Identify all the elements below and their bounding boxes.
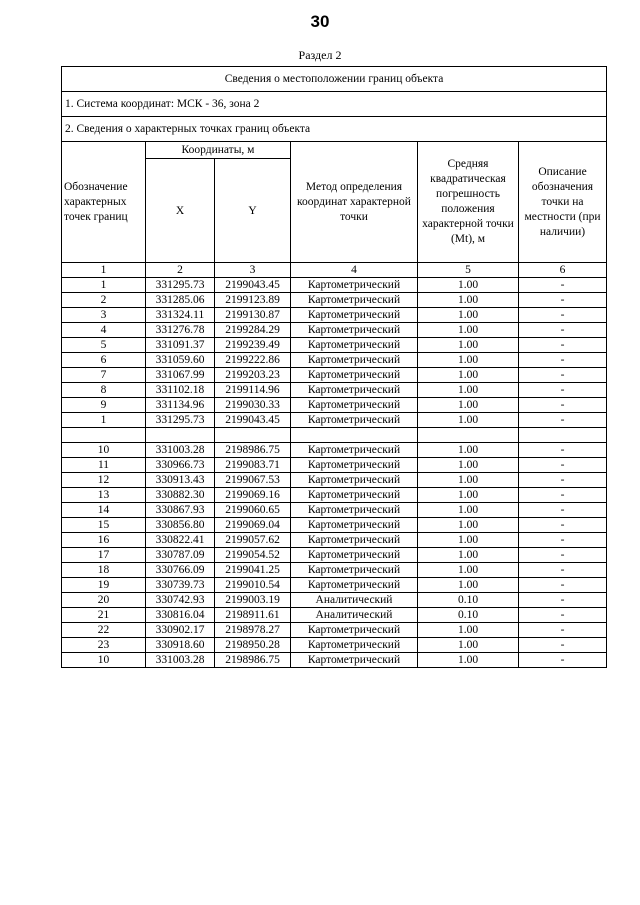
error-cell: 1.00: [418, 308, 519, 323]
coord-x-cell: 330742.93: [146, 593, 215, 608]
coord-y-cell: 2199060.65: [215, 503, 291, 518]
coord-y-cell: 2199130.87: [215, 308, 291, 323]
boundary-points-table: [61, 66, 607, 668]
point-number-cell: 13: [62, 488, 146, 503]
header-designation: Обозначение характерных точек границ: [62, 142, 146, 263]
empty-cell: [62, 428, 146, 443]
error-cell: 1.00: [418, 518, 519, 533]
table-row: [62, 608, 607, 623]
error-cell: 1.00: [418, 578, 519, 593]
empty-cell: [146, 428, 215, 443]
table-row: [62, 518, 607, 533]
column-number: 1: [62, 263, 146, 278]
description-cell: -: [519, 653, 607, 668]
coord-x-cell: 331003.28: [146, 653, 215, 668]
error-cell: 1.00: [418, 638, 519, 653]
description-cell: -: [519, 563, 607, 578]
column-number: 6: [519, 263, 607, 278]
coord-x-cell: 330787.09: [146, 548, 215, 563]
coord-y-cell: 2198986.75: [215, 653, 291, 668]
header-error: Средняя квадратическая погрешность положения характерной точки (Mt), м: [418, 142, 519, 263]
point-number-cell: 19: [62, 578, 146, 593]
coord-y-cell: 2199284.29: [215, 323, 291, 338]
error-cell: 1.00: [418, 338, 519, 353]
coord-y-cell: 2199222.86: [215, 353, 291, 368]
coord-x-cell: 331134.96: [146, 398, 215, 413]
coord-x-cell: 330918.60: [146, 638, 215, 653]
header-coordinates: Координаты, м: [146, 142, 291, 159]
description-cell: -: [519, 548, 607, 563]
error-cell: 1.00: [418, 533, 519, 548]
coord-y-cell: 2198911.61: [215, 608, 291, 623]
header-method: Метод определения координат характерной точки: [291, 142, 418, 263]
table-row: [62, 323, 607, 338]
coord-x-cell: 330739.73: [146, 578, 215, 593]
description-cell: -: [519, 518, 607, 533]
coord-y-cell: 2199041.25: [215, 563, 291, 578]
error-cell: 1.00: [418, 353, 519, 368]
description-cell: -: [519, 383, 607, 398]
point-number-cell: 15: [62, 518, 146, 533]
method-cell: Картометрический: [291, 308, 418, 323]
coord-x-cell: 331295.73: [146, 413, 215, 428]
description-cell: -: [519, 278, 607, 293]
coord-y-cell: 2199043.45: [215, 278, 291, 293]
error-cell: 1.00: [418, 293, 519, 308]
point-number-cell: 21: [62, 608, 146, 623]
description-cell: -: [519, 623, 607, 638]
method-cell: Картометрический: [291, 383, 418, 398]
method-cell: Картометрический: [291, 563, 418, 578]
method-cell: Картометрический: [291, 413, 418, 428]
error-cell: 1.00: [418, 278, 519, 293]
coord-y-cell: 2199054.52: [215, 548, 291, 563]
points-heading-line: 2. Сведения о характерных точках границ объекта: [62, 117, 607, 142]
method-cell: Картометрический: [291, 653, 418, 668]
method-cell: Картометрический: [291, 473, 418, 488]
method-cell: Картометрический: [291, 338, 418, 353]
coord-y-cell: 2199083.71: [215, 458, 291, 473]
error-cell: 1.00: [418, 458, 519, 473]
point-number-cell: 18: [62, 563, 146, 578]
description-cell: -: [519, 473, 607, 488]
point-number-cell: 9: [62, 398, 146, 413]
method-cell: Картометрический: [291, 533, 418, 548]
table-row: [62, 548, 607, 563]
method-cell: Картометрический: [291, 623, 418, 638]
column-number: 5: [418, 263, 519, 278]
coord-y-cell: 2199067.53: [215, 473, 291, 488]
description-cell: -: [519, 533, 607, 548]
error-cell: 1.00: [418, 443, 519, 458]
coord-y-cell: 2199203.23: [215, 368, 291, 383]
coord-x-cell: 330766.09: [146, 563, 215, 578]
error-cell: 1.00: [418, 623, 519, 638]
coord-x-cell: 331091.37: [146, 338, 215, 353]
method-cell: Картометрический: [291, 518, 418, 533]
table-row: [62, 308, 607, 323]
method-cell: Картометрический: [291, 353, 418, 368]
point-number-cell: 5: [62, 338, 146, 353]
error-cell: 1.00: [418, 488, 519, 503]
coord-y-cell: 2199239.49: [215, 338, 291, 353]
error-cell: 1.00: [418, 383, 519, 398]
coord-x-cell: 331324.11: [146, 308, 215, 323]
coord-x-cell: 330913.43: [146, 473, 215, 488]
error-cell: 1.00: [418, 503, 519, 518]
point-number-cell: 12: [62, 473, 146, 488]
method-cell: Картометрический: [291, 548, 418, 563]
method-cell: Картометрический: [291, 443, 418, 458]
point-number-cell: 11: [62, 458, 146, 473]
contour-separator-row: [62, 428, 607, 443]
error-cell: 1.00: [418, 323, 519, 338]
coord-x-cell: 331285.06: [146, 293, 215, 308]
coord-y-cell: 2199010.54: [215, 578, 291, 593]
method-cell: Картометрический: [291, 293, 418, 308]
method-cell: Картометрический: [291, 398, 418, 413]
point-number-cell: 20: [62, 593, 146, 608]
contour-2-rows: [62, 443, 607, 668]
table-row: [62, 533, 607, 548]
description-cell: -: [519, 323, 607, 338]
coord-y-cell: 2198978.27: [215, 623, 291, 638]
method-cell: Картометрический: [291, 578, 418, 593]
coord-x-cell: 331067.99: [146, 368, 215, 383]
header-x: X: [146, 159, 215, 263]
empty-cell: [519, 428, 607, 443]
point-number-cell: 4: [62, 323, 146, 338]
point-number-cell: 16: [62, 533, 146, 548]
table-row: [62, 398, 607, 413]
description-cell: -: [519, 338, 607, 353]
empty-cell: [215, 428, 291, 443]
table-row: [62, 653, 607, 668]
error-cell: 0.10: [418, 593, 519, 608]
description-cell: -: [519, 578, 607, 593]
table-row: [62, 578, 607, 593]
method-cell: Картометрический: [291, 323, 418, 338]
description-cell: -: [519, 503, 607, 518]
table-row: [62, 293, 607, 308]
table-row: [62, 413, 607, 428]
column-number: 3: [215, 263, 291, 278]
table-row: [62, 353, 607, 368]
coord-x-cell: 330966.73: [146, 458, 215, 473]
error-cell: 1.00: [418, 473, 519, 488]
empty-cell: [418, 428, 519, 443]
coord-x-cell: 331295.73: [146, 278, 215, 293]
method-cell: Картометрический: [291, 503, 418, 518]
description-cell: -: [519, 488, 607, 503]
table-row: [62, 563, 607, 578]
empty-cell: [291, 428, 418, 443]
column-number: 2: [146, 263, 215, 278]
table-banner: Сведения о местоположении границ объекта: [62, 67, 607, 92]
coord-x-cell: 330856.80: [146, 518, 215, 533]
error-cell: 1.00: [418, 653, 519, 668]
coord-x-cell: 330867.93: [146, 503, 215, 518]
description-cell: -: [519, 353, 607, 368]
error-cell: 0.10: [418, 608, 519, 623]
description-cell: -: [519, 593, 607, 608]
table-row: [62, 278, 607, 293]
point-number-cell: 10: [62, 653, 146, 668]
table-row: [62, 593, 607, 608]
description-cell: -: [519, 443, 607, 458]
table-row: [62, 383, 607, 398]
table-row: [62, 368, 607, 383]
description-cell: -: [519, 398, 607, 413]
coord-y-cell: 2199114.96: [215, 383, 291, 398]
point-number-cell: 14: [62, 503, 146, 518]
coord-x-cell: 330822.41: [146, 533, 215, 548]
table-row: [62, 458, 607, 473]
table-row: [62, 503, 607, 518]
coord-y-cell: 2199123.89: [215, 293, 291, 308]
method-cell: Аналитический: [291, 593, 418, 608]
section-title: Раздел 2: [298, 48, 342, 62]
point-number-cell: 8: [62, 383, 146, 398]
description-cell: -: [519, 368, 607, 383]
coord-x-cell: 331003.28: [146, 443, 215, 458]
point-number-cell: 23: [62, 638, 146, 653]
table-row: [62, 473, 607, 488]
coord-x-cell: 330882.30: [146, 488, 215, 503]
column-numbers-row: [62, 263, 607, 278]
header-y: Y: [215, 159, 291, 263]
table-row: [62, 488, 607, 503]
point-number-cell: 6: [62, 353, 146, 368]
method-cell: Картометрический: [291, 278, 418, 293]
point-number-cell: 7: [62, 368, 146, 383]
description-cell: -: [519, 608, 607, 623]
coord-y-cell: 2198950.28: [215, 638, 291, 653]
coord-y-cell: 2199030.33: [215, 398, 291, 413]
coord-y-cell: 2199043.45: [215, 413, 291, 428]
error-cell: 1.00: [418, 368, 519, 383]
point-number-cell: 22: [62, 623, 146, 638]
coord-x-cell: 330902.17: [146, 623, 215, 638]
error-cell: 1.00: [418, 563, 519, 578]
point-number-cell: 17: [62, 548, 146, 563]
table-row: [62, 443, 607, 458]
header-description: Описание обозначения точки на местности (при наличии): [519, 142, 607, 263]
method-cell: Картометрический: [291, 638, 418, 653]
description-cell: -: [519, 308, 607, 323]
coord-x-cell: 331102.18: [146, 383, 215, 398]
coord-x-cell: 331059.60: [146, 353, 215, 368]
error-cell: 1.00: [418, 398, 519, 413]
point-number-cell: 1: [62, 278, 146, 293]
coord-x-cell: 331276.78: [146, 323, 215, 338]
table-row: [62, 623, 607, 638]
description-cell: -: [519, 458, 607, 473]
contour-1-rows: [62, 278, 607, 428]
method-cell: Картометрический: [291, 458, 418, 473]
table-row: [62, 338, 607, 353]
error-cell: 1.00: [418, 413, 519, 428]
point-number-cell: 1: [62, 413, 146, 428]
coord-y-cell: 2199057.62: [215, 533, 291, 548]
point-number-cell: 3: [62, 308, 146, 323]
method-cell: Картометрический: [291, 368, 418, 383]
point-number-cell: 2: [62, 293, 146, 308]
method-cell: Картометрический: [291, 488, 418, 503]
error-cell: 1.00: [418, 548, 519, 563]
coord-y-cell: 2199003.19: [215, 593, 291, 608]
description-cell: -: [519, 413, 607, 428]
coord-y-cell: 2199069.16: [215, 488, 291, 503]
coord-x-cell: 330816.04: [146, 608, 215, 623]
page-number: 30: [310, 12, 330, 31]
coord-y-cell: 2199069.04: [215, 518, 291, 533]
description-cell: -: [519, 293, 607, 308]
coordinate-system-line: 1. Система координат: МСК - 36, зона 2: [62, 92, 607, 117]
coord-y-cell: 2198986.75: [215, 443, 291, 458]
point-number-cell: 10: [62, 443, 146, 458]
column-number: 4: [291, 263, 418, 278]
description-cell: -: [519, 638, 607, 653]
table-row: [62, 638, 607, 653]
method-cell: Аналитический: [291, 608, 418, 623]
